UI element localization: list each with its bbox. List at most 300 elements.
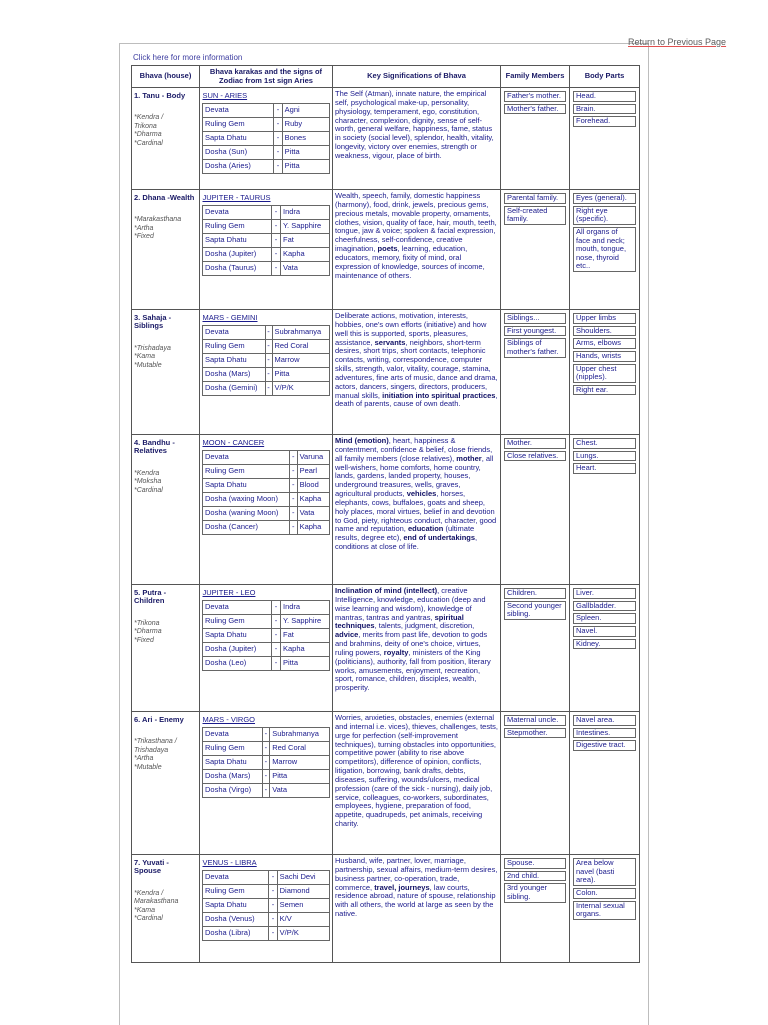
karaka-attribute: Dosha (Leo) [203, 657, 272, 671]
family-member: Self-created family. [504, 206, 566, 225]
karaka-row [203, 368, 330, 382]
header-family: Family Members [501, 66, 570, 88]
bhava-tag: *Artha [134, 755, 154, 763]
karaka-value: Pitta [270, 770, 330, 784]
karaka-attribute: Devata [203, 206, 272, 220]
karaka-value: Pitta [272, 368, 329, 382]
significations-cell [333, 88, 501, 190]
karaka-separator: - [269, 913, 277, 927]
more-info-link[interactable]: Click here for more information [133, 53, 243, 62]
karaka-row [203, 493, 330, 507]
bhava-tag: *Trikona [134, 619, 160, 627]
karaka-separator: - [272, 629, 281, 643]
signification-text: , conditions at close of life. [335, 533, 478, 552]
signification-emphasis: Mind (emotion) [335, 436, 389, 445]
karaka-row [203, 104, 330, 118]
signification-text: , neighbors, short-term desires, short trips, short contacts, telephonic contacts, writing, correspondence, computer skills, strength, valor, vitality, courage, stamina, adventures, fine arts of music, dance and drama, actors, dancers, singers, directors, producers, manual skills, [335, 337, 498, 400]
family-member: Father's mother. [504, 91, 566, 102]
bhava-tag: Marakasthana [134, 898, 179, 906]
family-member: 3rd younger sibling. [504, 883, 566, 902]
karaka-attribute: Sapta Dhatu [203, 756, 263, 770]
karaka-separator: - [272, 248, 281, 262]
body-cell [570, 310, 640, 435]
karaka-separator: - [274, 118, 282, 132]
karaka-attribute: Sapta Dhatu [203, 479, 290, 493]
karaka-cell [200, 435, 333, 585]
karaka-separator: - [274, 132, 282, 146]
karaka-value: Red Coral [270, 742, 330, 756]
karaka-separator: - [269, 927, 277, 941]
karaka-table [202, 90, 330, 174]
karaka-value: Diamond [277, 885, 329, 899]
family-member: Second younger sibling. [504, 601, 566, 620]
karaka-value: Red Coral [272, 340, 329, 354]
signification-emphasis: end of undertakings [403, 533, 476, 543]
table-row [132, 585, 640, 712]
karaka-table [202, 312, 330, 396]
family-cell [501, 190, 570, 310]
significations-cell [333, 585, 501, 712]
karaka-separator: - [272, 601, 281, 615]
bhava-tag: Trishadaya [134, 746, 169, 754]
karaka-attribute: Ruling Gem [203, 615, 272, 629]
bhava-tag: *Cardinal [134, 486, 163, 494]
karaka-table [202, 587, 330, 671]
bhava-name: 6. Ari - Enemy [134, 715, 184, 724]
karaka-cell [200, 310, 333, 435]
bhava-tag: *Artha [134, 224, 154, 232]
bhava-tag: *Dharma [134, 628, 162, 636]
body-part: Intestines. [573, 728, 636, 739]
karaka-attribute: Dosha (Cancer) [203, 521, 290, 535]
family-member: Mother. [504, 438, 566, 449]
karaka-row [203, 220, 330, 234]
karaka-row [203, 615, 330, 629]
karaka-row [203, 728, 330, 742]
karaka-value: Pitta [282, 160, 329, 174]
karaka-attribute: Dosha (waxing Moon) [203, 493, 290, 507]
signification-text: , heart, happiness & contentment, confidence & belief, close friends, all family members (close relatives), [335, 436, 493, 463]
bhava-tag: *Kendra / [134, 114, 164, 122]
bhava-tags [134, 890, 197, 924]
karaka-row [203, 160, 330, 174]
family-cell [501, 712, 570, 855]
table-row [132, 712, 640, 855]
karaka-separator: - [290, 451, 298, 465]
karaka-separator: - [265, 340, 272, 354]
karaka-value: Fat [281, 629, 330, 643]
karaka-row [203, 451, 330, 465]
karaka-separator: - [272, 615, 281, 629]
karaka-value: Agni [282, 104, 329, 118]
karaka-value: Indra [281, 601, 330, 615]
karaka-row [203, 340, 330, 354]
signification-emphasis: vehicles [406, 489, 437, 499]
karaka-row [203, 354, 330, 368]
karaka-separator: - [290, 479, 298, 493]
body-part: Arms, elbows [573, 338, 636, 349]
bhava-cell [132, 310, 200, 435]
karaka-value: V/P/K [272, 382, 329, 396]
body-part: Hands, wrists [573, 351, 636, 362]
karaka-cell [200, 712, 333, 855]
karaka-attribute: Ruling Gem [203, 742, 263, 756]
karaka-title[interactable]: MARS - GEMINI [203, 312, 330, 326]
karaka-table [202, 714, 330, 798]
family-cell [501, 435, 570, 585]
bhava-name: 5. Putra - Children [134, 588, 167, 606]
family-member: Close relatives. [504, 451, 566, 462]
table-row [132, 855, 640, 963]
return-link[interactable]: Return to Previous Page [628, 37, 727, 47]
karaka-attribute: Dosha (Libra) [203, 927, 269, 941]
karaka-title[interactable]: VENUS - LIBRA [203, 857, 330, 871]
karaka-value: Fat [281, 234, 330, 248]
bhava-tag: *Fixed [134, 636, 154, 644]
karaka-separator: - [269, 885, 277, 899]
karaka-cell [200, 585, 333, 712]
family-member: 2nd child. [504, 871, 566, 882]
karaka-separator: - [272, 234, 281, 248]
karaka-attribute: Dosha (Jupiter) [203, 248, 272, 262]
karaka-row [203, 784, 330, 798]
body-part: Gallbladder. [573, 601, 636, 612]
karaka-value: Varuna [297, 451, 329, 465]
signification-text: (ultimate results, degree etc), [335, 524, 475, 543]
family-cell [501, 310, 570, 435]
karaka-attribute: Ruling Gem [203, 220, 272, 234]
karaka-attribute: Dosha (Virgo) [203, 784, 263, 798]
body-part: Liver. [573, 588, 636, 599]
header-body: Body Parts [570, 66, 640, 88]
karaka-row [203, 234, 330, 248]
table-row [132, 190, 640, 310]
karaka-separator: - [290, 493, 298, 507]
bhava-tag: *Fixed [134, 233, 154, 241]
karaka-title[interactable]: MARS - VIRGO [203, 714, 330, 728]
karaka-row [203, 742, 330, 756]
family-member: First youngest. [504, 326, 566, 337]
bhava-name: 2. Dhana -Wealth [134, 193, 195, 202]
karaka-value: Kapha [281, 248, 330, 262]
signification-text: , creative Intelligence, knowledge, education (deep and wise learning and wisdom), knowledge of mantras, tantras and yantras, [335, 586, 486, 622]
bhava-tags [134, 470, 197, 495]
family-member: Stepmother. [504, 728, 566, 739]
header-bhava: Bhava (house) [132, 66, 200, 88]
karaka-separator: - [274, 146, 282, 160]
karaka-row [203, 601, 330, 615]
body-part: Area below navel (basti area). [573, 858, 636, 886]
table-header-row [132, 66, 640, 88]
karaka-row [203, 507, 330, 521]
karaka-row [203, 382, 330, 396]
table-row [132, 88, 640, 190]
karaka-title[interactable]: MOON - CANCER [203, 437, 330, 451]
body-part: Eyes (general). [573, 193, 636, 204]
karaka-row [203, 479, 330, 493]
karaka-row [203, 927, 330, 941]
body-part: Lungs. [573, 451, 636, 462]
signification-emphasis: education [407, 524, 444, 534]
signification-text: , learning, education, educators, memory, fixity of mind, oral expression of knowledge, sources of income, maintenance of others. [335, 244, 485, 280]
karaka-attribute: Ruling Gem [203, 885, 269, 899]
bhava-name: 1. Tanu - Body [134, 91, 186, 100]
karaka-attribute: Dosha (Sun) [203, 146, 274, 160]
karaka-row [203, 326, 330, 340]
karaka-row [203, 643, 330, 657]
karaka-value: Pitta [282, 146, 329, 160]
signification-text: The Self (Atman), innate nature, the empirical self, psychological make-up, personality, physiology, temperament, ego, constitution, character, complexion, dignity, sense of self-worth, general welfare, happiness, fame, status in society (social level), splendor, health, vitality, longevity, victory over enemies, strength or weakness, vigour, place of birth. [335, 89, 494, 160]
family-cell [501, 88, 570, 190]
karaka-value: Kapha [297, 521, 329, 535]
karaka-separator: - [262, 756, 270, 770]
karaka-attribute: Sapta Dhatu [203, 354, 266, 368]
karaka-separator: - [272, 206, 281, 220]
family-cell [501, 585, 570, 712]
bhava-table [131, 65, 640, 963]
karaka-value: Vata [281, 262, 330, 276]
body-part: Colon. [573, 888, 636, 899]
bhava-tag: *Kama [134, 906, 156, 914]
signification-emphasis: initiation into spiritual practices [382, 390, 496, 400]
signification-text: , merits from past life, devotion to gods and brahmins, deity of one's choice, virtues, ruling powers, [335, 630, 488, 657]
karaka-cell [200, 855, 333, 963]
signification-text: , horses, elephants, cows, buffaloes, goats and sheep, holy places, moral virtues, belief in and devotion to God, piety, righteous conduct, character, good name and reputation, [335, 489, 497, 534]
karaka-attribute: Dosha (Gemini) [203, 382, 266, 396]
bhava-tag: *Trishadaya [134, 344, 171, 352]
body-part: Internal sexual organs. [573, 901, 636, 920]
karaka-value: K/V [277, 913, 329, 927]
karaka-value: Blood [297, 479, 329, 493]
body-part: Right ear. [573, 385, 636, 396]
karaka-attribute: Devata [203, 601, 272, 615]
significations-cell [333, 190, 501, 310]
karaka-separator: - [262, 770, 270, 784]
body-part: Heart. [573, 463, 636, 474]
karaka-attribute: Sapta Dhatu [203, 629, 272, 643]
karaka-separator: - [274, 160, 282, 174]
karaka-value: Subrahmanya [272, 326, 329, 340]
karaka-attribute: Dosha (Aries) [203, 160, 274, 174]
bhava-tag: *Cardinal [134, 915, 163, 923]
karaka-row [203, 871, 330, 885]
karaka-table [202, 192, 330, 276]
body-cell [570, 190, 640, 310]
bhava-tags [134, 738, 197, 772]
karaka-row [203, 262, 330, 276]
signification-text: , law courts, residence abroad, nature of spouse, relationship with all others, the world at large as seen by the native. [335, 882, 496, 919]
karaka-separator: - [262, 742, 270, 756]
body-part: Spleen. [573, 613, 636, 624]
karaka-cell [200, 190, 333, 310]
signification-text: , talents, judgment, discretion, [374, 621, 475, 631]
karaka-separator: - [262, 784, 270, 798]
karaka-row [203, 521, 330, 535]
signification-emphasis: royalty [383, 647, 409, 657]
body-part: Navel. [573, 626, 636, 637]
karaka-row [203, 465, 330, 479]
karaka-separator: - [265, 368, 272, 382]
bhava-tag: *Marakasthana [134, 216, 182, 224]
karaka-separator: - [272, 643, 281, 657]
karaka-separator: - [290, 465, 298, 479]
karaka-separator: - [265, 382, 272, 396]
karaka-row [203, 756, 330, 770]
karaka-attribute: Dosha (Mars) [203, 368, 266, 382]
signification-emphasis: poets [377, 244, 398, 254]
family-member: Siblings... [504, 313, 566, 324]
karaka-value: Subrahmanya [270, 728, 330, 742]
body-cell [570, 435, 640, 585]
karaka-value: Pearl [297, 465, 329, 479]
body-cell [570, 855, 640, 963]
signification-emphasis: advice [335, 630, 359, 640]
body-cell [570, 712, 640, 855]
bhava-tag: *Dharma [134, 131, 162, 139]
karaka-attribute: Dosha (Jupiter) [203, 643, 272, 657]
bhava-name: 3. Sahaja - Siblings [134, 313, 172, 331]
karaka-value: Y. Sapphire [281, 220, 330, 234]
body-cell [570, 88, 640, 190]
body-part: Digestive tract. [573, 740, 636, 751]
signification-text: Wealth, speech, family, domestic happiness (harmony), food, drink, jewels, precious gems, precious metals, movable property, ornaments, clothes, vision, quality of face, hair, mouth, teeth, tongue, jaw & voice; spoken & facial expression, cheerfulness, self-confidence, creative imagination, [335, 191, 497, 254]
karaka-attribute: Dosha (waning Moon) [203, 507, 290, 521]
karaka-value: Semen [277, 899, 329, 913]
karaka-title[interactable]: SUN - ARIES [203, 90, 330, 104]
karaka-value: Vata [297, 507, 329, 521]
body-part: Upper limbs [573, 313, 636, 324]
body-part: All organs of face and neck; mouth, tongue, nose, thyroid etc.. [573, 227, 636, 272]
bhava-cell [132, 435, 200, 585]
karaka-row [203, 132, 330, 146]
karaka-attribute: Sapta Dhatu [203, 132, 274, 146]
karaka-row [203, 885, 330, 899]
karaka-attribute: Ruling Gem [203, 340, 266, 354]
signification-text: , ministers of the King (politicians), authority, fall from position, literary works, amusements, enjoyment, recreation, sport, romance, children, disciples, wealth, prosperity. [335, 647, 491, 693]
signification-text: , all well-wishers, home comforts, home country, lands, gardens, landed property, houses, underground treasures, wells, graves, agricultural products, [335, 453, 494, 499]
header-significations: Key Significations of Bhava [333, 66, 501, 88]
bhava-tags [134, 620, 197, 645]
karaka-table [202, 437, 330, 535]
bhava-cell [132, 190, 200, 310]
body-part: Shoulders. [573, 326, 636, 337]
signification-text: , death of parents, cause of own death. [335, 390, 498, 409]
bhava-tag: *Kendra / [134, 889, 164, 897]
karaka-separator: - [272, 220, 281, 234]
karaka-attribute: Ruling Gem [203, 118, 274, 132]
signification-text: Deliberate actions, motivation, interests, hobbies, one's own efforts (initiative) and how well this is supported, sports, pleasures, assistance, [335, 311, 487, 347]
bhava-name: 4. Bandhu - Relatives [134, 438, 175, 456]
family-member: Siblings of mother's father. [504, 338, 566, 357]
significations-cell [333, 435, 501, 585]
karaka-value: Y. Sapphire [281, 615, 330, 629]
body-part: Head. [573, 91, 636, 102]
significations-cell [333, 310, 501, 435]
significations-cell [333, 712, 501, 855]
body-part: Kidney. [573, 639, 636, 650]
bhava-tag: *Trikasthana / [134, 738, 177, 746]
karaka-attribute: Ruling Gem [203, 465, 290, 479]
body-cell [570, 585, 640, 712]
family-cell [501, 855, 570, 963]
karaka-value: Pitta [281, 657, 330, 671]
karaka-value: Ruby [282, 118, 329, 132]
karaka-separator: - [265, 354, 272, 368]
body-part: Forehead. [573, 116, 636, 127]
karaka-value: Kapha [297, 493, 329, 507]
karaka-attribute: Devata [203, 326, 266, 340]
karaka-table [202, 857, 330, 941]
karaka-separator: - [290, 521, 298, 535]
karaka-row [203, 657, 330, 671]
karaka-separator: - [272, 262, 281, 276]
karaka-row [203, 118, 330, 132]
karaka-value: Vata [270, 784, 330, 798]
karaka-attribute: Devata [203, 728, 263, 742]
signification-emphasis: Inclination of mind (intellect) [335, 586, 438, 595]
bhava-cell [132, 88, 200, 190]
karaka-title[interactable]: JUPITER - LEO [203, 587, 330, 601]
karaka-row [203, 770, 330, 784]
karaka-value: V/P/K [277, 927, 329, 941]
karaka-attribute: Sapta Dhatu [203, 899, 269, 913]
karaka-attribute: Devata [203, 871, 269, 885]
karaka-value: Bones [282, 132, 329, 146]
karaka-attribute: Sapta Dhatu [203, 234, 272, 248]
bhava-cell [132, 712, 200, 855]
karaka-row [203, 248, 330, 262]
karaka-title[interactable]: JUPITER - TAURUS [203, 192, 330, 206]
family-member: Parental family. [504, 193, 566, 204]
karaka-value: Sachi Devi [277, 871, 329, 885]
karaka-value: Marrow [270, 756, 330, 770]
karaka-separator: - [274, 104, 282, 118]
body-part: Right eye (specific). [573, 206, 636, 225]
karaka-separator: - [272, 657, 281, 671]
signification-emphasis: spiritual techniques [335, 612, 464, 631]
bhava-cell [132, 855, 200, 963]
signification-text: Worries, anxieties, obstacles, enemies (external and internal i.e. vices), thieves, challenges, tests, urge for perfection (self-improvement techniques), turning obstacles into opportunities, competitive power (ability to rise above competitors), difference of opinion, conflicts, litigation, borrowing, bank drafts, debts, diseases, suffering, wounds/ulcers, medical profession (care of the sick - nursing), daily job, service, colleagues, co-workers, subordinates, employees, hygiene, preparation of food, appetite, quadrupeds, pet animals, receiving charity. [335, 713, 499, 829]
table-row [132, 435, 640, 585]
family-member: Children. [504, 588, 566, 599]
karaka-value: Marrow [272, 354, 329, 368]
bhava-cell [132, 585, 200, 712]
bhava-tag: *Kendra [134, 469, 160, 477]
karaka-row [203, 206, 330, 220]
signification-emphasis: servants [374, 337, 406, 347]
significations-cell [333, 855, 501, 963]
karaka-separator: - [265, 326, 272, 340]
bhava-tags [134, 114, 197, 148]
bhava-tags [134, 345, 197, 370]
body-part: Navel area. [573, 715, 636, 726]
karaka-attribute: Devata [203, 451, 290, 465]
body-part: Chest. [573, 438, 636, 449]
karaka-value: Kapha [281, 643, 330, 657]
karaka-separator: - [262, 728, 270, 742]
header-karakas: Bhava karakas and the signs of Zodiac from 1st sign Aries [200, 66, 333, 88]
karaka-row [203, 899, 330, 913]
bhava-tag: *Moksha [134, 478, 162, 486]
karaka-separator: - [269, 871, 277, 885]
karaka-attribute: Dosha (Mars) [203, 770, 263, 784]
karaka-attribute: Dosha (Venus) [203, 913, 269, 927]
bhava-tag: Trikona [134, 122, 157, 130]
karaka-row [203, 146, 330, 160]
body-part: Brain. [573, 104, 636, 115]
bhava-tags [134, 216, 197, 241]
signification-text: Husband, wife, partner, lover, marriage, partnership, sexual affairs, medium-term desires, business partner, co-operation, trade, commerce, [335, 856, 498, 892]
